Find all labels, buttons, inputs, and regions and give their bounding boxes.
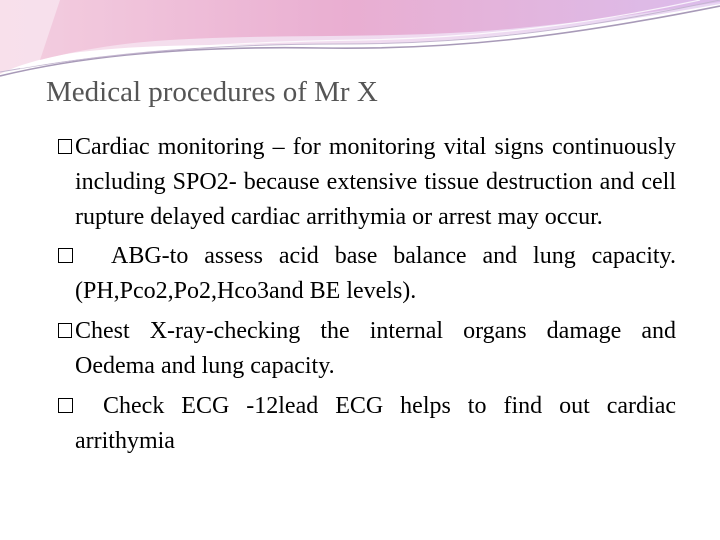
bullet-item <box>58 389 676 459</box>
bullet-text: Check ECG -12lead ECG helps to find out cardiac arrithymia <box>75 393 676 454</box>
bullet-box-icon <box>58 323 72 338</box>
slide-title: Medical procedures of Mr X <box>46 76 378 108</box>
bullet-box-icon <box>58 398 73 413</box>
bullet-box-icon <box>58 248 73 263</box>
bullet-text: Cardiac monitoring – for monitoring vital signs continuously including SPO2- because extensive tissue destruction and cell rupture delayed cardiac arrithymia or arrest may occur. <box>75 134 676 230</box>
bullet-box-icon <box>58 139 72 154</box>
header-wave-decoration <box>0 0 720 80</box>
bullet-item <box>58 314 676 384</box>
bullet-list <box>58 130 676 459</box>
bullet-text: ABG-to assess acid base balance and lung capacity.(PH,Pco2,Po2,Hco3and BE levels). <box>75 243 676 304</box>
bullet-text: Chest X-ray-checking the internal organs damage and Oedema and lung capacity. <box>75 318 676 379</box>
bullet-item <box>58 130 676 235</box>
bullet-item <box>58 239 676 309</box>
